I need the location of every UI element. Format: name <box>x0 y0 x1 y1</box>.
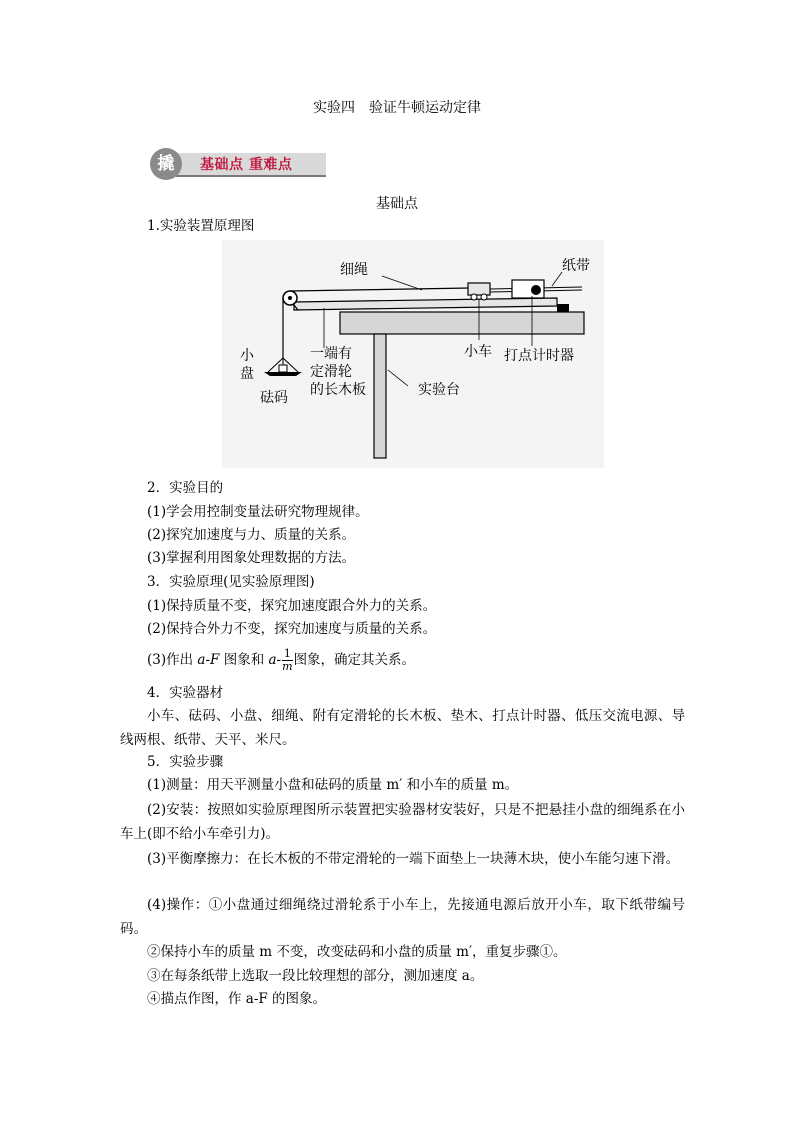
sec2-heading: 2．实验目的 <box>147 480 224 496</box>
banner-label: 基础点 重难点 <box>200 157 293 173</box>
sec3-heading: 3．实验原理(见实验原理图) <box>147 574 315 590</box>
section-heading: 基础点 <box>376 196 418 212</box>
table-leg <box>374 334 386 458</box>
fraction-1-over-m: $\frac{1}{m}$ <box>282 647 293 673</box>
sec3-item-2: (2)保持合外力不变，探究加速度与质量的关系。 <box>147 621 437 637</box>
sec2-item-1: (1)学会用控制变量法研究物理规律。 <box>147 504 369 520</box>
label-table: 实验台 <box>418 382 460 398</box>
label-cart: 小车 <box>464 344 492 360</box>
sec3-item-3: (3)作出 a-F 图象和 a- $\frac{1}{m}$ 图象，确定其关系。 <box>147 647 416 673</box>
sec5-heading: 5．实验步骤 <box>147 754 224 770</box>
long-board <box>294 298 557 310</box>
weights <box>279 365 287 372</box>
sec2-item-2: (2)探究加速度与力、质量的关系。 <box>147 527 356 543</box>
sec5-p1: (1)测量：用天平测量小盘和砝码的质量 m′ 和小车的质量 m。 <box>147 777 519 793</box>
label-small-plate-1: 小 <box>240 348 254 364</box>
sec5-p7: ④描点作图，作 a-F 的图象。 <box>147 991 327 1007</box>
sec5-p5: ②保持小车的质量 m 不变，改变砝码和小盘的质量 m′，重复步骤①。 <box>147 944 567 960</box>
apparatus-svg <box>222 240 604 468</box>
table-top <box>340 312 584 334</box>
small-plate <box>264 372 302 376</box>
banner-badge-icon: 撬 <box>150 148 182 180</box>
sec3-item-1: (1)保持质量不变，探究加速度跟合外力的关系。 <box>147 598 437 614</box>
label-small-plate-2: 盘 <box>240 366 254 382</box>
label-board-1: 一端有 <box>310 346 352 362</box>
item-1-heading: 1.实验装置原理图 <box>147 218 255 234</box>
section-banner <box>148 148 328 180</box>
label-timer: 打点计时器 <box>504 348 574 364</box>
apparatus-diagram <box>222 240 604 468</box>
label-tape: 纸带 <box>562 258 590 274</box>
page-title: 实验四 验证牛顿运动定律 <box>313 100 481 116</box>
rope <box>290 288 470 291</box>
sec4-heading: 4．实验器材 <box>147 685 224 701</box>
sec5-p2: (2)安装：按照如实验原理图所示装置把实验器材安装好，只是不把悬挂小盘的细绳系在小车上(即不给小车牵引力)。 <box>120 802 685 842</box>
sec2-item-3: (3)掌握利用图象处理数据的方法。 <box>147 550 356 566</box>
cart <box>468 283 490 295</box>
sec4-text: 小车、砝码、小盘、细绳、附有定滑轮的长木板、垫木、打点计时器、低压交流电源、导线两根、纸带、天平、米尺。 <box>120 708 685 748</box>
label-board-3: 的长木板 <box>310 382 366 398</box>
sec5-p4: (4)操作：①小盘通过细绳绕过滑轮系于小车上，先接通电源后放开小车，取下纸带编号码。 <box>120 897 685 937</box>
shim-block <box>557 304 569 312</box>
sec5-p6: ③在每条纸带上选取一段比较理想的部分，测加速度 a。 <box>147 968 484 984</box>
label-rope: 细绳 <box>340 262 368 278</box>
label-board-2: 定滑轮 <box>310 364 352 380</box>
label-weights: 砝码 <box>260 390 288 406</box>
sec5-p3: (3)平衡摩擦力：在长木板的不带定滑轮的一端下面垫上一块薄木块，使小车能匀速下滑。 <box>147 851 680 867</box>
